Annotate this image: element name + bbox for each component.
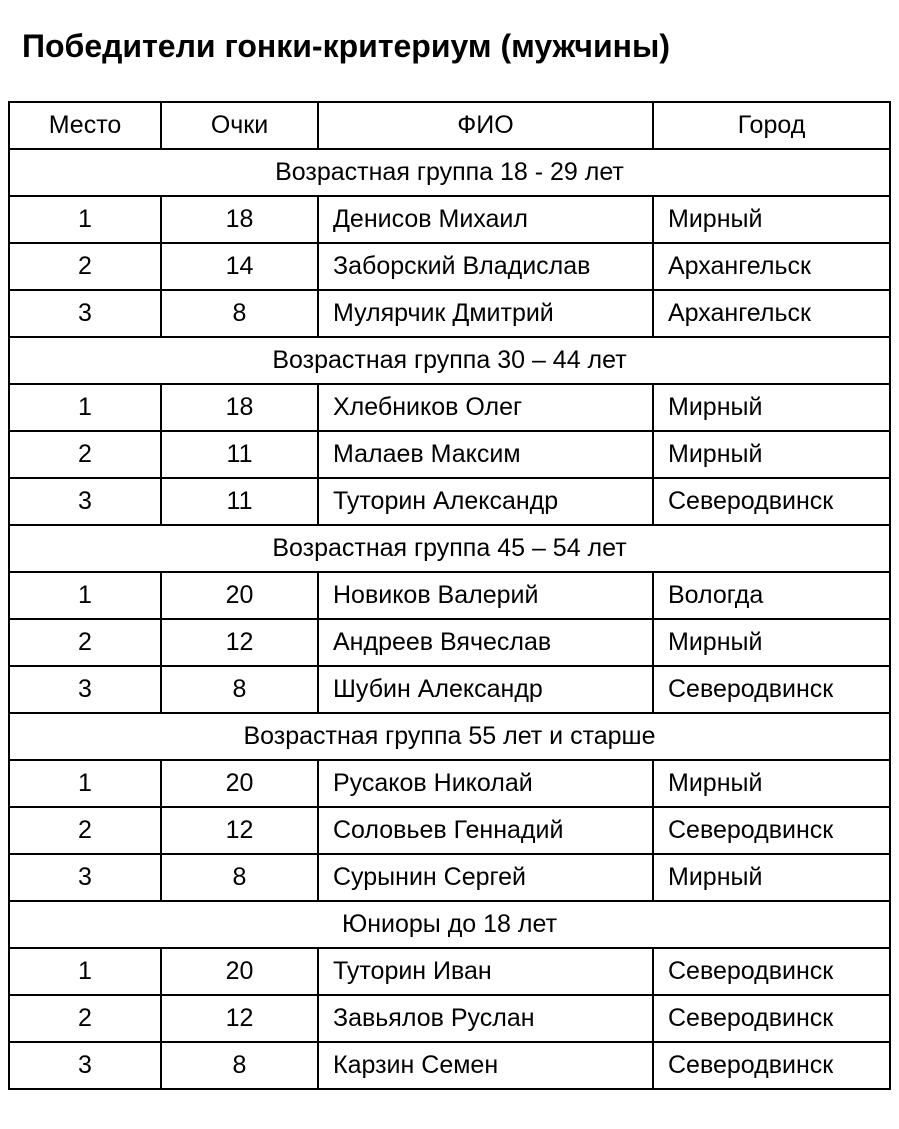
points-cell: 11	[161, 478, 318, 525]
table-row	[9, 431, 890, 478]
points-cell: 18	[161, 196, 318, 243]
points-cell: 8	[161, 1042, 318, 1089]
city-cell: Северодвинск	[653, 807, 890, 854]
group-label: Возрастная группа 18 - 29 лет	[9, 149, 890, 196]
table-row	[9, 290, 890, 337]
page-title: Победители гонки-критериум (мужчины)	[22, 28, 670, 64]
points-cell: 20	[161, 572, 318, 619]
name-cell: Денисов Михаил	[318, 196, 653, 243]
name-cell: Карзин Семен	[318, 1042, 653, 1089]
points-cell: 14	[161, 243, 318, 290]
name-cell: Андреев Вячеслав	[318, 619, 653, 666]
table-row	[9, 760, 890, 807]
place-cell: 2	[9, 243, 161, 290]
place-cell: 1	[9, 760, 161, 807]
table-row	[9, 995, 890, 1042]
table-row	[9, 854, 890, 901]
city-cell: Северодвинск	[653, 995, 890, 1042]
table-body	[9, 149, 890, 1089]
group-row	[9, 901, 890, 948]
name-cell: Новиков Валерий	[318, 572, 653, 619]
name-cell: Хлебников Олег	[318, 384, 653, 431]
points-cell: 12	[161, 807, 318, 854]
place-cell: 3	[9, 290, 161, 337]
group-row	[9, 337, 890, 384]
city-cell: Северодвинск	[653, 666, 890, 713]
points-cell: 20	[161, 948, 318, 995]
table-row	[9, 243, 890, 290]
city-cell: Северодвинск	[653, 478, 890, 525]
column-header-city: Город	[653, 102, 890, 149]
table-row	[9, 384, 890, 431]
table-row	[9, 196, 890, 243]
name-cell: Туторин Александр	[318, 478, 653, 525]
place-cell: 3	[9, 478, 161, 525]
name-cell: Завьялов Руслан	[318, 995, 653, 1042]
city-cell: Северодвинск	[653, 948, 890, 995]
city-cell: Мирный	[653, 854, 890, 901]
points-cell: 20	[161, 760, 318, 807]
column-header-points: Очки	[161, 102, 318, 149]
place-cell: 1	[9, 948, 161, 995]
points-cell: 12	[161, 995, 318, 1042]
column-header-place: Место	[9, 102, 161, 149]
table-row	[9, 478, 890, 525]
place-cell: 3	[9, 1042, 161, 1089]
place-cell: 3	[9, 854, 161, 901]
city-cell: Вологда	[653, 572, 890, 619]
city-cell: Мирный	[653, 384, 890, 431]
city-cell: Мирный	[653, 196, 890, 243]
place-cell: 2	[9, 619, 161, 666]
table-header	[9, 102, 890, 149]
points-cell: 11	[161, 431, 318, 478]
table-row	[9, 807, 890, 854]
city-cell: Мирный	[653, 431, 890, 478]
name-cell: Заборский Владислав	[318, 243, 653, 290]
points-cell: 8	[161, 290, 318, 337]
results-table	[8, 101, 891, 1090]
column-header-name: ФИО	[318, 102, 653, 149]
group-label: Возрастная группа 30 – 44 лет	[9, 337, 890, 384]
place-cell: 1	[9, 384, 161, 431]
place-cell: 3	[9, 666, 161, 713]
table-row	[9, 948, 890, 995]
group-row	[9, 149, 890, 196]
table-row	[9, 666, 890, 713]
name-cell: Малаев Максим	[318, 431, 653, 478]
group-row	[9, 525, 890, 572]
name-cell: Сурынин Сергей	[318, 854, 653, 901]
city-cell: Мирный	[653, 760, 890, 807]
place-cell: 1	[9, 196, 161, 243]
place-cell: 2	[9, 807, 161, 854]
place-cell: 2	[9, 995, 161, 1042]
table-row	[9, 1042, 890, 1089]
points-cell: 8	[161, 854, 318, 901]
points-cell: 12	[161, 619, 318, 666]
group-row	[9, 713, 890, 760]
header-row	[9, 102, 890, 149]
group-label: Юниоры до 18 лет	[9, 901, 890, 948]
city-cell: Архангельск	[653, 290, 890, 337]
group-label: Возрастная группа 55 лет и старше	[9, 713, 890, 760]
name-cell: Туторин Иван	[318, 948, 653, 995]
city-cell: Архангельск	[653, 243, 890, 290]
points-cell: 8	[161, 666, 318, 713]
group-label: Возрастная группа 45 – 54 лет	[9, 525, 890, 572]
points-cell: 18	[161, 384, 318, 431]
name-cell: Мулярчик Дмитрий	[318, 290, 653, 337]
name-cell: Русаков Николай	[318, 760, 653, 807]
city-cell: Северодвинск	[653, 1042, 890, 1089]
name-cell: Шубин Александр	[318, 666, 653, 713]
table-row	[9, 572, 890, 619]
place-cell: 2	[9, 431, 161, 478]
name-cell: Соловьев Геннадий	[318, 807, 653, 854]
city-cell: Мирный	[653, 619, 890, 666]
table-row	[9, 619, 890, 666]
place-cell: 1	[9, 572, 161, 619]
